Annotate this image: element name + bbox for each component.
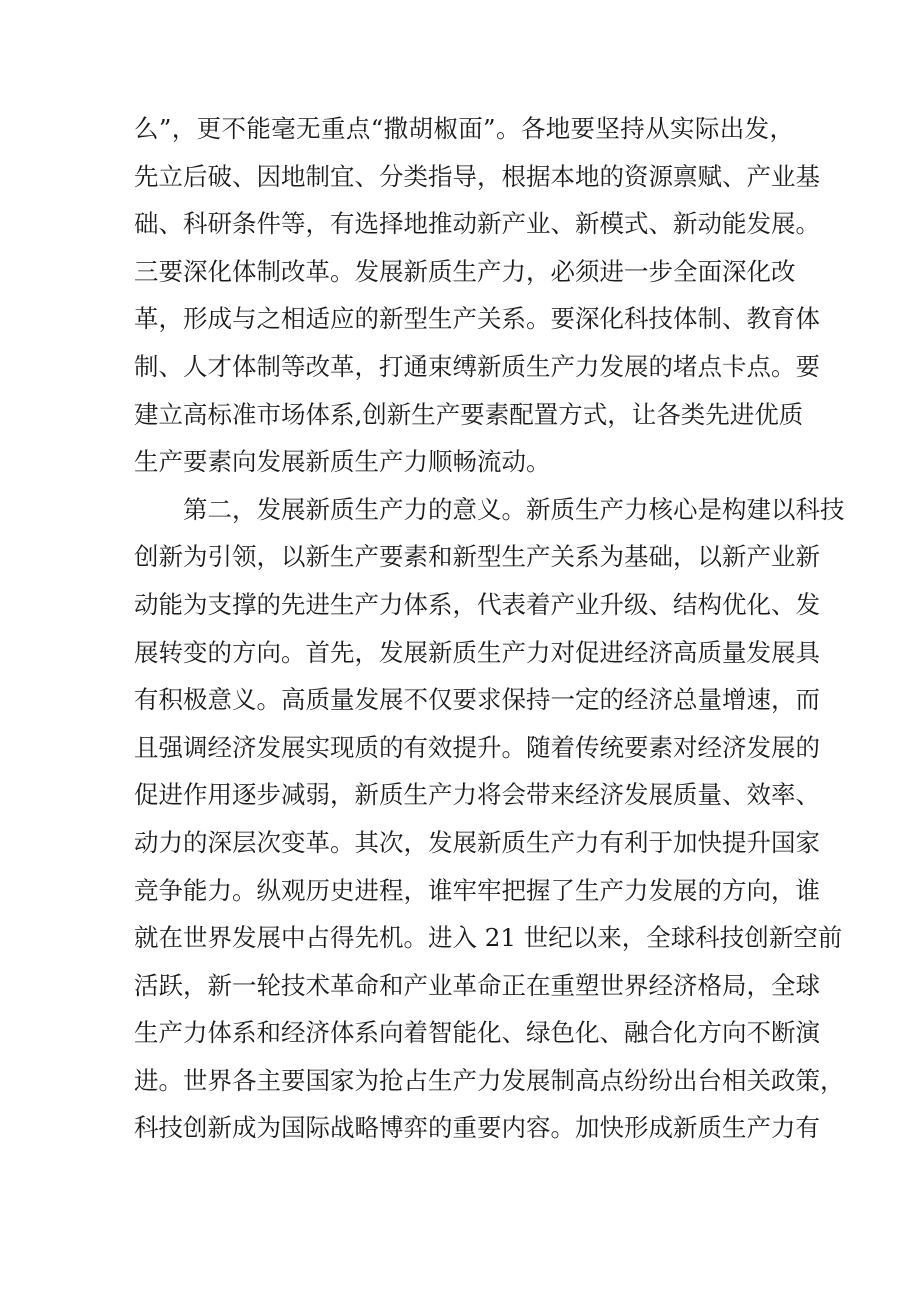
text-line: 生产力体系和经济体系向着智能化、绿色化、融合化方向不断演 [134, 1018, 820, 1048]
text-line: 么”，更不能毫无重点“撒胡椒面”。各地要坚持从实际出发， [134, 114, 794, 143]
text-line: 竞争能力。纵观历史进程，谁牢牢把握了生产力发展的方向，谁 [134, 875, 820, 905]
text-line: 生产要素向发展新质生产力顺畅流动。 [134, 447, 551, 477]
text-line: 制、人才体制等改革，打通束缚新质生产力发展的堵点卡点。要 [134, 351, 820, 381]
text-line: 础、科研条件等，有选择地推动新产业、新模式、新动能发展。 [134, 209, 820, 239]
text-line: 先立后破、因地制宜、分类指导，根据本地的资源禀赋、产业基 [134, 161, 820, 191]
text-line: 动能为支撑的先进生产力体系，代表着产业升级、结构优化、发 [134, 589, 820, 619]
text-line: 就在世界发展中占得先机。进入 21 世纪以来，全球科技创新空前 [134, 923, 843, 953]
text-line: 科技创新成为国际战略博弈的重要内容。加快形成新质生产力有 [134, 1113, 820, 1143]
text-line: 进。世界各主要国家为抢占生产力发展制高点纷纷出台相关政策， [134, 1065, 845, 1095]
text-line: 动力的深层次变革。其次，发展新质生产力有利于加快提升国家 [134, 827, 820, 857]
text-line: 第二，发展新质生产力的意义。新质生产力核心是构建以科技 [183, 494, 845, 524]
text-line: 展转变的方向。首先，发展新质生产力对促进经济高质量发展具 [134, 637, 820, 667]
text-line: 有积极意义。高质量发展不仅要求保持一定的经济总量增速，而 [134, 685, 820, 715]
body-text [134, 105, 845, 1152]
text-line: 且强调经济发展实现质的有效提升。随着传统要素对经济发展的 [134, 732, 820, 762]
text-line: 活跃，新一轮技术革命和产业革命正在重塑世界经济格局，全球 [134, 970, 820, 1000]
text-line: 创新为引领，以新生产要素和新型生产关系为基础，以新产业新 [134, 542, 820, 572]
text-line: 三要深化体制改革。发展新质生产力，必须进一步全面深化改 [134, 256, 796, 286]
text-line: 革，形成与之相适应的新型生产关系。要深化科技体制、教育体 [134, 304, 820, 334]
text-line: 建立高标准市场体系,创新生产要素配置方式，让各类先进优质 [134, 399, 804, 429]
text-line: 促进作用逐步减弱，新质生产力将会带来经济发展质量、效率、 [134, 780, 820, 810]
